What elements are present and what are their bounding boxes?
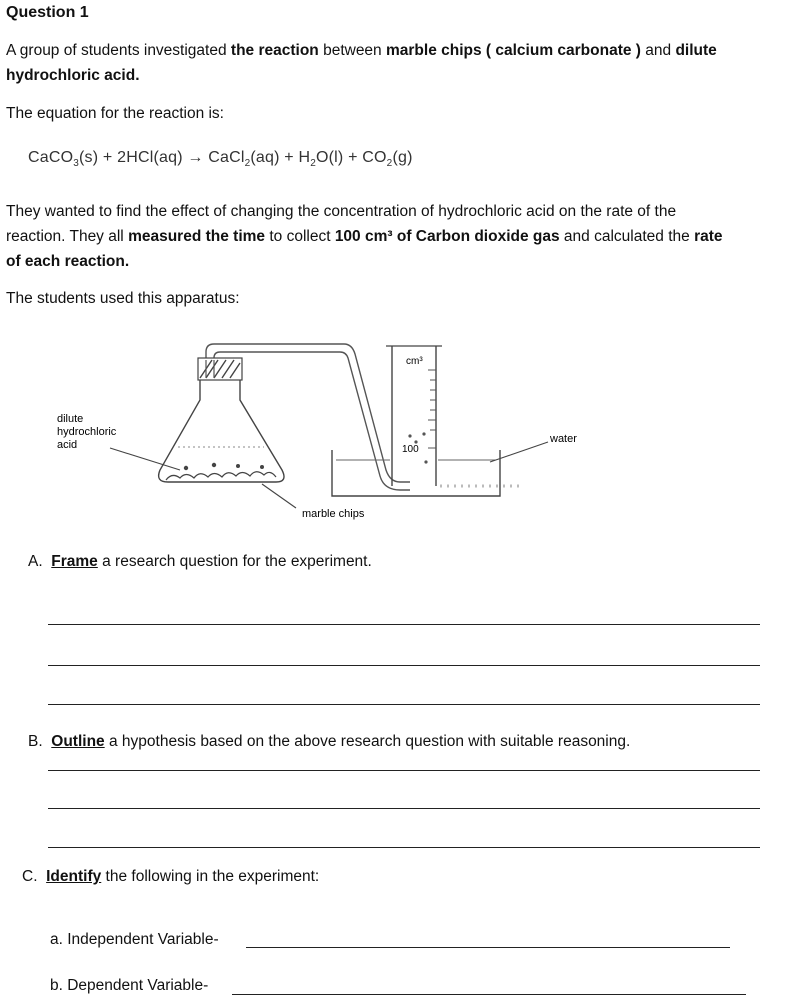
apparatus-intro: The students used this apparatus: <box>6 290 240 307</box>
eq-part: (aq) + H <box>250 149 311 166</box>
gas-bubble <box>424 460 427 463</box>
question-c-text: the following in the experiment: <box>101 868 320 885</box>
apparatus-diagram <box>0 330 797 530</box>
cylinder-scale <box>428 370 436 448</box>
conical-flask <box>159 380 284 482</box>
bubble <box>260 465 264 469</box>
question-b-verb: Outline <box>51 733 105 750</box>
question-title: Question 1 <box>6 4 89 21</box>
label-water: water <box>550 433 577 445</box>
method-bold-3: rate <box>694 228 723 245</box>
answer-line-a2[interactable] <box>48 665 760 666</box>
label-dilute: dilute <box>57 413 84 425</box>
eq-sub: 3 <box>73 158 80 170</box>
dependent-variable-label: b. Dependent Variable- <box>50 977 209 994</box>
label-cm3: cm³ <box>406 356 423 367</box>
method-paragraph <box>6 199 792 274</box>
question-b-letter: B. <box>28 733 43 750</box>
question-a <box>28 553 372 571</box>
intro-paragraph <box>6 38 792 88</box>
independent-variable-line[interactable] <box>246 947 730 948</box>
method-text-4: and calculated the <box>559 228 695 245</box>
method-bold-2: 100 cm³ of Carbon dioxide gas <box>334 228 560 245</box>
label-marble-chips: marble chips <box>302 508 365 520</box>
bubble <box>212 463 216 467</box>
chemical-equation <box>28 149 413 169</box>
method-bold-4: of each reaction. <box>6 253 130 270</box>
gas-bubble <box>408 434 411 437</box>
equation-intro: The equation for the reaction is: <box>6 105 224 122</box>
answer-line-a1[interactable] <box>48 624 760 625</box>
eq-sub: 2 <box>244 158 251 170</box>
bubble <box>184 466 188 470</box>
answer-line-b2[interactable] <box>48 808 760 809</box>
intro-text-2: between <box>318 42 386 59</box>
intro-bold-4: hydrochloric acid. <box>6 67 140 84</box>
dependent-variable-line[interactable] <box>232 994 746 995</box>
water-pointer <box>490 442 548 462</box>
independent-variable-label: a. Independent Variable- <box>50 931 219 948</box>
label-hydrochloric: hydrochloric <box>57 426 117 438</box>
intro-text-1: A group of students investigated <box>6 42 231 59</box>
label-acid: acid <box>57 439 78 451</box>
method-bold-1: measured the time <box>128 228 266 245</box>
question-c-letter: C. <box>22 868 38 885</box>
eq-part: (g) <box>392 149 413 166</box>
question-a-text: a research question for the experiment. <box>97 553 372 570</box>
measuring-cylinder <box>392 346 436 486</box>
eq-part: CaCO <box>28 149 74 166</box>
method-text-2: reaction. They all <box>6 228 129 245</box>
water-trough <box>332 450 500 496</box>
question-c-verb: Identify <box>46 868 102 885</box>
bubble <box>236 464 240 468</box>
question-c <box>22 868 319 886</box>
question-b-text: a hypothesis based on the above research question with suitable reasoning. <box>104 733 631 750</box>
intro-bold-3: dilute <box>675 42 717 59</box>
marble-chips-drawing <box>166 472 276 480</box>
gas-bubble <box>422 432 425 435</box>
answer-line-b1[interactable] <box>48 770 760 771</box>
method-text-3: to collect <box>265 228 335 245</box>
eq-sub: 2 <box>386 158 393 170</box>
intro-bold-2: marble chips ( calcium carbonate ) <box>385 42 641 59</box>
question-a-letter: A. <box>28 553 43 570</box>
label-100: 100 <box>402 444 419 455</box>
question-a-verb: Frame <box>51 553 98 570</box>
intro-bold-1: the reaction <box>230 42 319 59</box>
question-b <box>28 733 630 751</box>
answer-line-a3[interactable] <box>48 704 760 705</box>
eq-sub: 2 <box>310 158 316 170</box>
eq-part: O(l) + CO <box>315 149 387 166</box>
eq-part: (s) + 2HCl(aq) → CaCl <box>79 149 245 166</box>
acid-pointer <box>110 448 180 470</box>
answer-line-b3[interactable] <box>48 847 760 848</box>
delivery-tube-inner <box>214 352 410 490</box>
chips-pointer <box>262 484 296 508</box>
method-text-1: They wanted to find the effect of changing the concentration of hydrochloric acid on the rate of the <box>6 203 677 220</box>
intro-text-3: and <box>640 42 676 59</box>
